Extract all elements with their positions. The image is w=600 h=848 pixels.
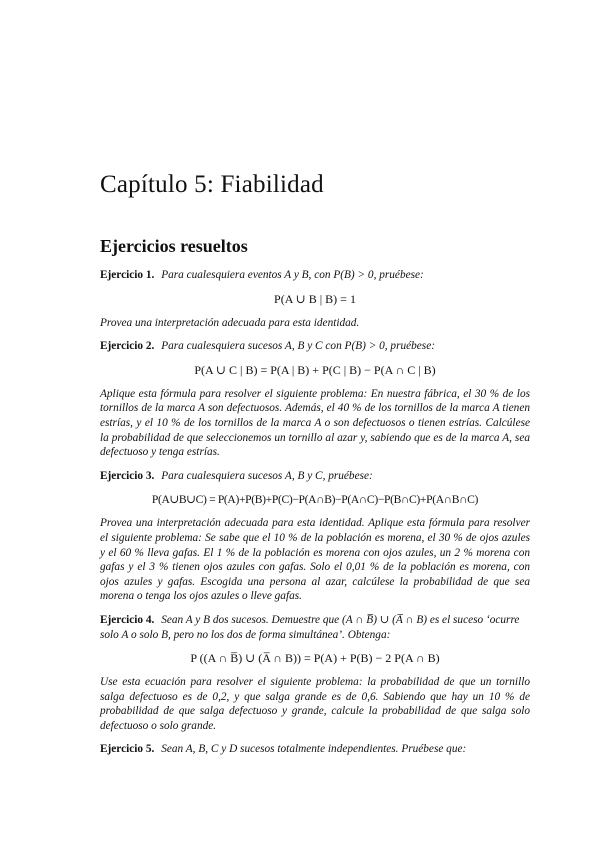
exercise-label: Ejercicio 5.: [100, 743, 155, 756]
exercise-label: Ejercicio 2.: [100, 340, 155, 353]
exercise-2-formula: P(A ∪ C | B) = P(A | B) + P(C | B) − P(A ∩ C | B): [194, 362, 436, 377]
exercise-3-text: Provea una interpretación adecuada para esta identidad. Aplique esta fórmula para resolver el siguiente problema: Se sabe que el 10 % de la población es morena, el 30 % de ojos azules y el 60 % lleva gafas. El 1 % de la población es morena con ojos azules, un 2 % morena con gafas y el 3 % tienen ojos azules con gafas. Solo el 0,01 % de la población es morena, con ojos azules y gafas. Escogida una persona al azar, calcúlese la probabilidad de que sea morena o tenga los ojos azules o lleve gafas.: [100, 517, 530, 603]
exercise-statement: Para cualesquiera sucesos A, B y C con P(B) > 0, pruébese:: [161, 340, 435, 353]
exercise-statement: Sean A, B, C y D sucesos totalmente independientes. Pruébese que:: [161, 743, 467, 756]
exercise-2-text: Aplique esta fórmula para resolver el siguiente problema: En nuestra fábrica, el 30 % de los tornillos de la marca A son defectuosos. Además, el 40 % de los tornillos de la marca A tienen estrías, y el 10 % de los tornillos de la marca A o son defectuosos o tienen estrías. Calcúlese la probabilidad de que seleccionemos un tornillo al azar y, sabiendo que es de la marca A, sea defectuoso y tenga estrías.: [100, 387, 530, 459]
exercise-statement: Para cualesquiera eventos A y B, con P(B) > 0, pruébese:: [161, 269, 424, 281]
exercise-4-formula: P ((A ∩ B̅) ∪ (A̅ ∩ B)) = P(A) + P(B) − 2 P(A ∩ B): [190, 651, 440, 666]
exercise-5-statement: [100, 742, 530, 757]
exercise-1-formula: P(A ∪ B | B) = 1: [274, 291, 356, 306]
section-title: Ejercicios resueltos: [100, 236, 248, 256]
exercise-label: Ejercicio 1.: [100, 269, 155, 281]
exercises-list: [100, 268, 530, 764]
exercise-label: Ejercicio 4.: [100, 613, 155, 626]
exercise-1-statement: [100, 268, 530, 283]
exercise-4-statement: [100, 613, 530, 642]
exercise-statement: Sean A y B dos sucesos. Demuestre que (A ∩ B̅) ∪ (A̅ ∩ B) es el suceso ‘ocurre solo A o solo B, pero no los dos de forma simultánea’. Obtenga:: [100, 613, 520, 641]
exercise-3-statement: [100, 469, 530, 484]
exercise-1-text: Provea una interpretación adecuada para esta identidad.: [100, 316, 360, 329]
exercise-statement: Para cualesquiera sucesos A, B y C, pruébese:: [161, 469, 373, 482]
exercise-4-text: Use esta ecuación para resolver el siguiente problema: la probabilidad de que un tornillo salga defectuoso es de 0,2, y que salga grande es de 0,6. Sabiendo que hay un 10 % de probabilidad de que salga defectuoso y grande, calcule la probabilidad de que salga solo defectuoso o solo grande.: [100, 676, 530, 732]
exercise-label: Ejercicio 3.: [100, 469, 155, 482]
exercise-2-statement: [100, 339, 530, 354]
chapter-title: Capítulo 5: Fiabilidad: [100, 171, 324, 198]
exercise-3-formula: P(A∪B∪C) = P(A)+P(B)+P(C)−P(A∩B)−P(A∩C)−P(B∩C)+P(A∩B∩C): [151, 493, 479, 507]
